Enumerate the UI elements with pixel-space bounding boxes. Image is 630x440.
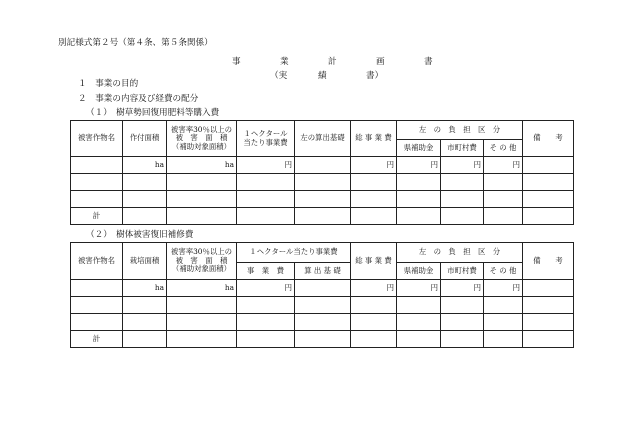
- unit-cell: 円: [441, 157, 484, 174]
- subtitle-char: 書）: [366, 71, 384, 81]
- total-label: 計: [71, 331, 123, 348]
- table-repair: [70, 242, 574, 348]
- unit-cell: 円: [237, 157, 295, 174]
- header-per-ha-line: １ヘクタール: [243, 128, 288, 138]
- table-fertilizer: [70, 120, 574, 225]
- document-title: [232, 55, 433, 67]
- header-total-cost: 総 事 業 費: [351, 243, 397, 280]
- header-per-ha-line: 当たり事業費: [243, 137, 288, 147]
- total-label: 計: [71, 208, 123, 225]
- table-cell: [295, 157, 351, 174]
- header-target-line: 被 害 面 積: [175, 255, 228, 265]
- header-target-area: [167, 243, 237, 280]
- title-char: 業: [280, 57, 289, 67]
- unit-cell: 円: [351, 157, 397, 174]
- table-cell: [295, 280, 351, 297]
- header-per-ha-cost: １ヘクタール当たり事業費: [237, 243, 351, 263]
- section-2-heading: （２） 樹体被害復旧補修費: [86, 230, 194, 240]
- header-target-line: 被 害 面 積: [175, 133, 228, 143]
- header-target-line: 被害率30％以上の: [170, 124, 233, 134]
- header-burden-split: 左 の 負 担 区 分: [397, 121, 523, 140]
- unit-cell: 円: [441, 280, 484, 297]
- header-total-cost: 総 事 業 費: [351, 121, 397, 157]
- table-row: [71, 174, 574, 191]
- table-cell: [71, 157, 123, 174]
- title-char: 書: [424, 57, 433, 67]
- header-target-line: （補助対象面積）: [171, 141, 232, 151]
- subtitle-char: 績: [318, 71, 327, 81]
- unit-cell: 円: [484, 280, 523, 297]
- table-row: [71, 157, 574, 174]
- unit-cell: 円: [484, 157, 523, 174]
- form-label: 別記様式第２号（第４条、第５条関係）: [58, 38, 213, 48]
- table-row: [71, 191, 574, 208]
- header-area: 作付面積: [123, 121, 167, 157]
- subtitle-char: （実: [270, 71, 288, 81]
- table-row-total: [71, 208, 574, 225]
- table-row-total: [71, 331, 574, 348]
- document-subtitle: [270, 69, 383, 81]
- unit-cell: ha: [123, 280, 167, 297]
- table-row: [71, 297, 574, 314]
- header-other: そ の 他: [484, 263, 523, 280]
- header-target-area: [167, 121, 237, 157]
- unit-cell: 円: [397, 157, 441, 174]
- table-row: [71, 280, 574, 297]
- title-char: 事: [232, 57, 241, 67]
- header-crop: 被害作物名: [71, 121, 123, 157]
- header-remarks: 備 考: [523, 243, 574, 280]
- unit-cell: 円: [351, 280, 397, 297]
- unit-cell: ha: [167, 157, 237, 174]
- unit-cell: ha: [167, 280, 237, 297]
- header-target-line: 被害率30％以上の: [170, 247, 233, 257]
- header-pref-subsidy: 県補助金: [397, 263, 441, 280]
- section-1-heading: （１） 樹草勢回復用肥料等購入費: [86, 108, 220, 118]
- table-cell: [523, 280, 574, 297]
- header-other: そ の 他: [484, 140, 523, 157]
- header-project-cost: 事 業 費: [237, 263, 295, 280]
- unit-cell: ha: [123, 157, 167, 174]
- header-city-cost: 市町村費: [441, 140, 484, 157]
- item-content: ２ 事業の内容及び経費の配分: [78, 94, 199, 104]
- header-basis: 左の算出基礎: [295, 121, 351, 157]
- header-burden-split: 左 の 負 担 区 分: [397, 243, 523, 263]
- title-char: 計: [328, 57, 337, 67]
- table-row: [71, 314, 574, 331]
- table-cell: [71, 280, 123, 297]
- header-basis: 算 出 基 礎: [295, 263, 351, 280]
- title-char: 画: [376, 57, 385, 67]
- header-pref-subsidy: 県補助金: [397, 140, 441, 157]
- header-target-line: （補助対象面積）: [171, 264, 232, 274]
- header-per-ha-cost: [237, 121, 295, 157]
- unit-cell: 円: [237, 280, 295, 297]
- header-area: 栽培面積: [123, 243, 167, 280]
- header-crop: 被害作物名: [71, 243, 123, 280]
- item-purpose: １ 事業の目的: [78, 79, 139, 89]
- header-city-cost: 市町村費: [441, 263, 484, 280]
- unit-cell: 円: [397, 280, 441, 297]
- header-remarks: 備 考: [523, 121, 574, 157]
- table-cell: [523, 157, 574, 174]
